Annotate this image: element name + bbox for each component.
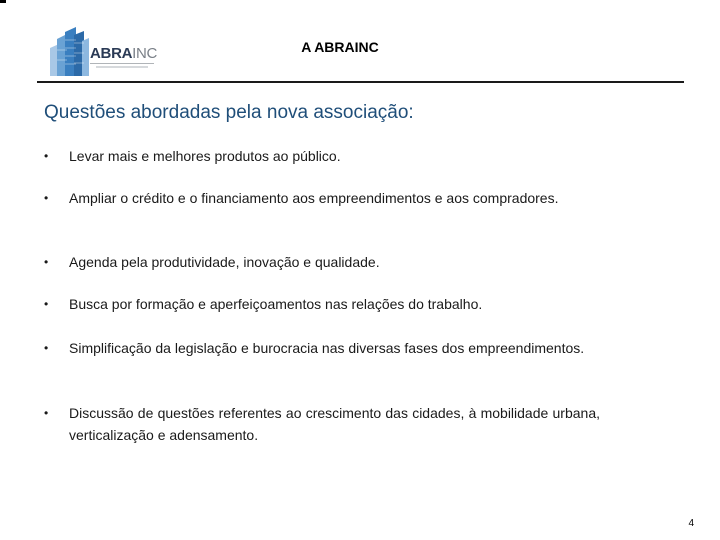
logo-underline <box>90 63 154 64</box>
bullet-icon: • <box>44 406 49 420</box>
abrainc-logo <box>48 26 168 78</box>
bullet-icon: • <box>44 297 49 311</box>
buildings-icon <box>48 26 90 78</box>
bullet-text: Agenda pela produtividade, inovação e qualidade. <box>69 254 380 270</box>
bullet-text: Discussão de questões referentes ao crescimento das cidades, à mobilidade urbana, verticalização e adensamento. <box>69 405 600 443</box>
list-item <box>44 293 600 315</box>
bullet-icon: • <box>44 191 49 205</box>
list-item <box>44 337 600 359</box>
bullet-icon: • <box>44 255 49 269</box>
list-item <box>44 402 600 446</box>
bullet-text: Ampliar o crédito e o financiamento aos empreendimentos e aos compradores. <box>69 190 559 206</box>
list-item <box>44 145 600 167</box>
list-item <box>44 251 600 273</box>
header-title: A ABRAINC <box>301 39 379 55</box>
bullet-icon: • <box>44 341 49 355</box>
bullet-icon: • <box>44 149 49 163</box>
logo-wordmark <box>90 45 157 63</box>
section-title: Questões abordadas pela nova associação: <box>44 102 414 123</box>
header-divider <box>37 81 684 83</box>
list-item <box>44 187 600 209</box>
logo-text-light: INC <box>132 45 158 62</box>
logo-text-bold: ABRA <box>90 45 133 62</box>
logo-tagline <box>96 66 148 68</box>
bullet-text: Simplificação da legislação e burocracia nas diversas fases dos empreendimentos. <box>69 340 585 356</box>
bullet-text: Busca por formação e aperfeiçoamentos nas relações do trabalho. <box>69 296 483 312</box>
page-number: 4 <box>688 518 694 529</box>
bullet-text: Levar mais e melhores produtos ao público. <box>69 148 341 164</box>
corner-mark <box>0 0 6 3</box>
